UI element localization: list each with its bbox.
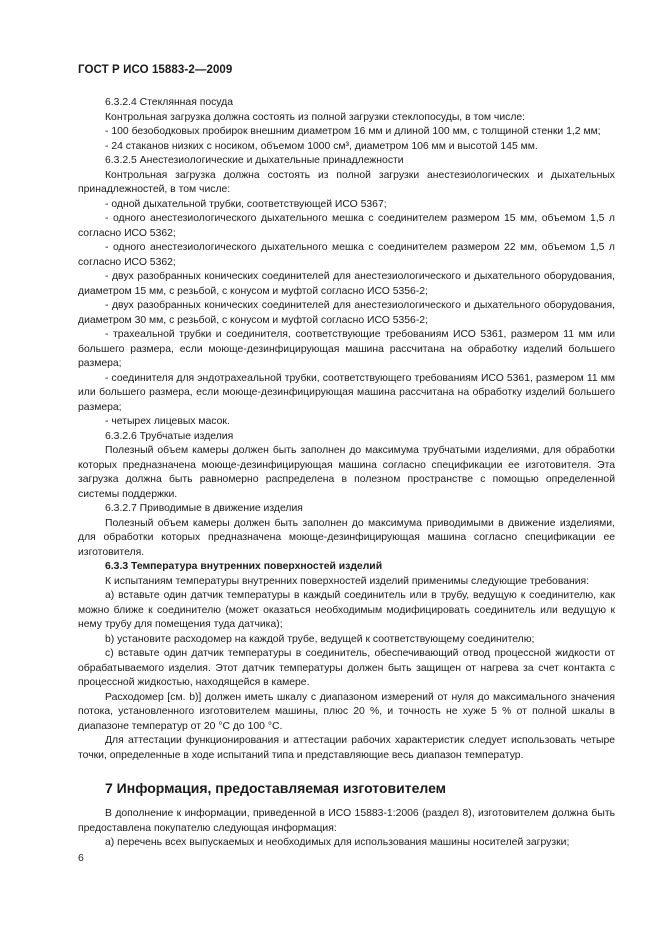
page-number: 6 xyxy=(78,853,84,864)
paragraph: Полезный объем камеры должен быть заполнен до максимума приводимыми в движение изделиями, для обработки которых предназначена моюще-дезинфицирующая машина согласно спецификации ее изготовителя. xyxy=(78,517,615,558)
paragraph: Контрольная загрузка должна состоять из полной загрузки стеклопосуды, в том числе: xyxy=(105,111,526,123)
paragraph: Расходомер [см. b)] должен иметь шкалу с диапазоном измерений от нуля до максимального значения потока, установленного изготовителем машины, плюс 20 %, и точность не хуже 5 % от полной шкалы в диапазоне температур от 20 °С до 100 °С. xyxy=(78,691,615,732)
paragraph: Для аттестации функционирования и аттестации рабочих характеристик следует использовать четыре точки, определенные в ходе испытаний типа и представляющие весь диапазон температур. xyxy=(78,735,615,761)
list-item: - четырех лицевых масок. xyxy=(105,416,230,427)
list-item: a) перечень всех выпускаемых и необходимых для использования машины носителей загрузки; xyxy=(105,837,570,848)
clause-heading: 6.3.2.7 Приводимые в движение изделия xyxy=(105,503,303,514)
list-item: - двух разобранных конических соединителей для анестезиологического и дыхательного оборудования, диаметром 15 мм, с резьбой, с конусом и муфтой согласно ИСО 5356-2; xyxy=(78,271,615,297)
paragraph: К испытаниям температуры внутренних поверхностей изделий применимы следующие требования: xyxy=(105,575,590,587)
clause-heading: 6.3.2.4 Стеклянная посуда xyxy=(105,97,234,108)
subclause-heading: 6.3.3 Температура внутренних поверхностей изделий xyxy=(105,561,383,572)
document-header: ГОСТ Р ИСО 15883-2—2009 xyxy=(78,64,233,76)
section-heading: 7 Информация, предоставляемая изготовителем xyxy=(105,780,447,796)
list-item: - 24 стаканов низких с носиком, объемом 1000 см³, диаметром 106 мм и высотой 145 мм. xyxy=(105,140,538,152)
list-item: - двух разобранных конических соединителей для анестезиологического и дыхательного оборудования, диаметром 30 мм, с резьбой, с конусом и муфтой согласно ИСО 5356-2; xyxy=(78,300,615,326)
list-item: - одной дыхательной трубки, соответствующей ИСО 5367; xyxy=(105,198,387,210)
list-item: b) установите расходомер на каждой трубе, ведущей к соответствующему соединителю; xyxy=(105,633,535,645)
paragraph: Полезный объем камеры должен быть заполнен до максимума трубчатыми изделиями, для обработки которых предназначена моюще-дезинфицирующая машина согласно спецификации ее изготовителя. Эта загрузка должна быть равномерно распределена в полезном пространстве с помощью определенной системы поддержки. xyxy=(78,445,615,500)
list-item: - трахеальной трубки и соединителя, соответствующие требованиям ИСО 5361, размером 11 мм или большего размера, если моюще-дезинфицирующая машина рассчитана на обработку изделий большего размера; xyxy=(78,329,615,369)
clause-heading: 6.3.2.6 Трубчатые изделия xyxy=(105,430,234,442)
list-item: - одного анестезиологического дыхательного мешка с соединителем размером 15 мм, объемом 1,5 л согласно ИСО 5362; xyxy=(78,213,615,239)
paragraph: В дополнение к информации, приведенной в ИСО 15883-1:2006 (раздел 8), изготовителем должна быть предоставлена покупателю следующая информация: xyxy=(78,808,615,834)
list-item: c) вставьте один датчик температуры в соединитель, обеспечивающий отвод процессной жидкости от обрабатываемого изделия. Этот датчик температуры должен быть защищен от нагрева за счет контакта с процессной жидкостью, находящейся в камере. xyxy=(78,648,615,688)
list-item: - соединителя для эндотрахеальной трубки, соответствующего требованиям ИСО 5361, размером 11 мм или большего размера, если моюще-дезинфицирующая машина рассчитана на обработку изделий большего размера; xyxy=(78,372,615,413)
document-body xyxy=(78,96,615,851)
list-item: - одного анестезиологического дыхательного мешка с соединителем размером 22 мм, объемом 1,5 л согласно ИСО 5362; xyxy=(78,242,615,268)
list-item: - 100 безободковых пробирок внешним диаметром 16 мм и длиной 100 мм, с толщиной стенки 1,2 мм; xyxy=(105,126,601,137)
list-item: a) вставьте один датчик температуры в каждый соединитель или в трубу, ведущую к соединителю, как можно ближе к соединителю (может оказаться необходимым модифицировать соединитель или ведущую к нему трубу для помещения туда датчика); xyxy=(78,590,615,630)
clause-heading: 6.3.2.5 Анестезиологические и дыхательные принадлежности xyxy=(105,155,404,166)
paragraph: Контрольная загрузка должна состоять из полной загрузки анестезиологических и дыхательных принадлежностей, в том числе: xyxy=(78,169,615,195)
